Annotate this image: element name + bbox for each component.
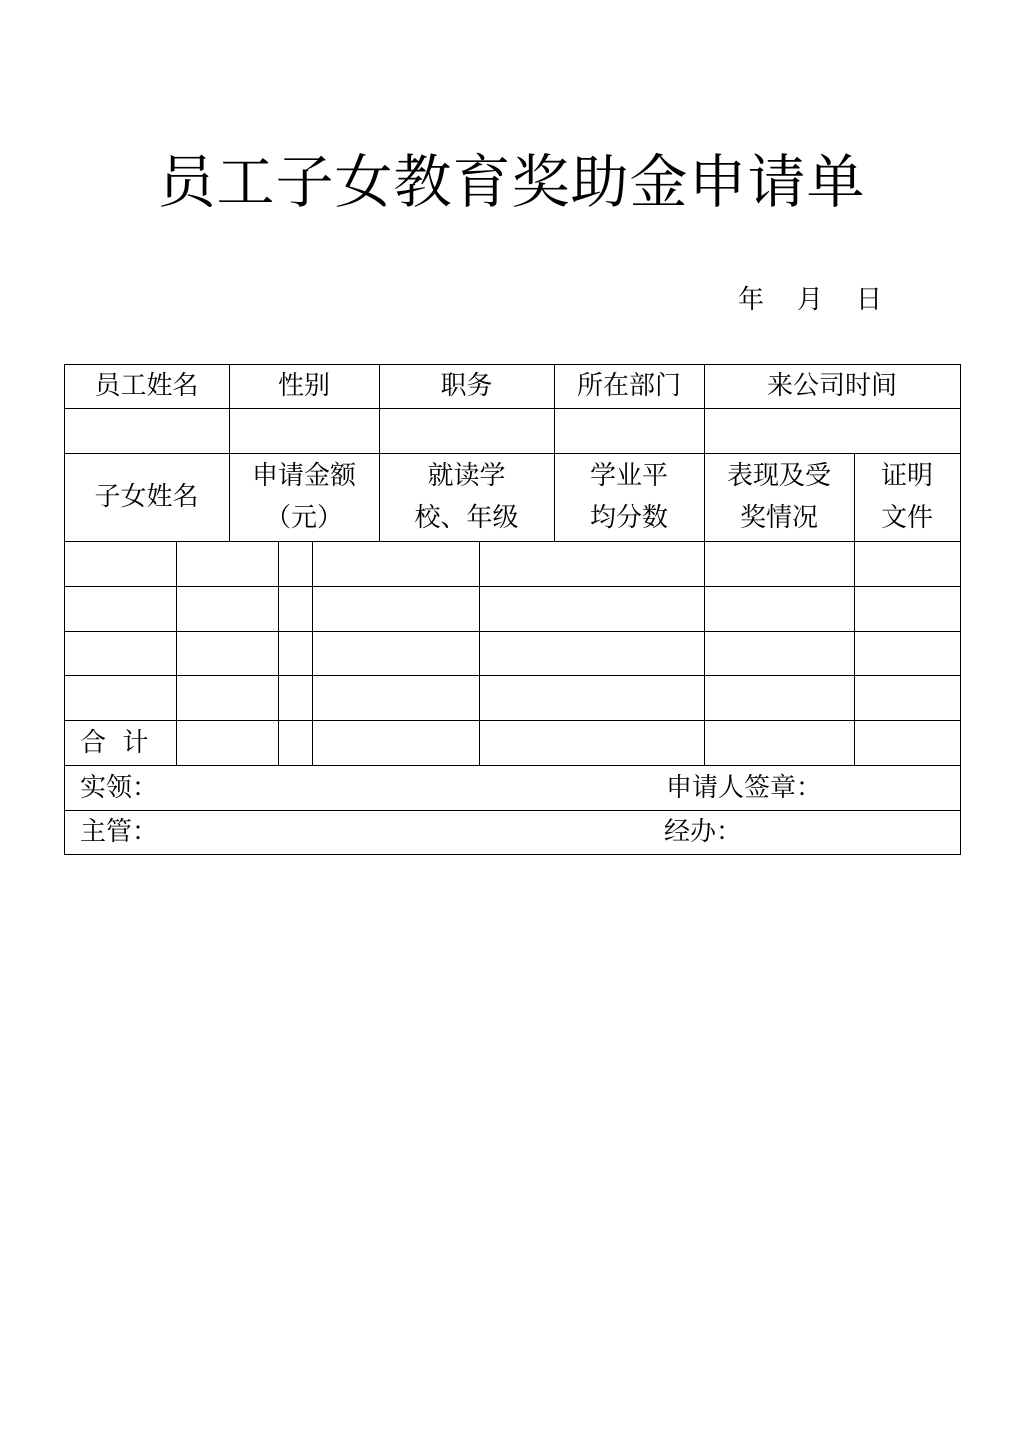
header-amount-line2: （元）: [264, 503, 343, 533]
total-label: 合 计: [80, 727, 149, 758]
header-average-score: [554, 453, 704, 541]
col-line: [176, 541, 177, 765]
header-awards-line2: 奖情况: [739, 503, 818, 533]
header-amount: [229, 453, 379, 541]
header-department: 所在部门: [576, 371, 681, 401]
date-month-label: 月: [797, 285, 824, 315]
date-day-label: 日: [856, 285, 883, 315]
header-school-line2: 校、年级: [414, 503, 519, 533]
header-child-name: [64, 453, 229, 541]
header-performance-awards: [704, 453, 854, 541]
department-cell[interactable]: [554, 408, 704, 453]
date-year-label: 年: [738, 285, 765, 315]
row-line: [64, 675, 961, 676]
page-title: 员工子女教育奖助金申请单: [157, 148, 866, 216]
row-line: [64, 586, 961, 587]
join-date-cell[interactable]: [704, 408, 960, 453]
header-employee-name: 员工姓名: [94, 371, 199, 401]
header-proof-line1: 证明: [880, 461, 933, 491]
header-proof-documents: [854, 453, 960, 541]
header-proof-line2: 文件: [880, 503, 933, 533]
col-line: [704, 541, 705, 765]
header-position: 职务: [440, 371, 493, 401]
border-bottom: [64, 854, 961, 855]
header-join-date: 来公司时间: [766, 371, 897, 401]
header-awards-line1: 表现及受: [726, 461, 831, 491]
position-cell[interactable]: [379, 408, 554, 453]
col-line: [854, 541, 855, 765]
col-line: [479, 541, 480, 765]
received-label: 实领：: [80, 772, 159, 803]
header-score-line1: 学业平: [589, 461, 668, 491]
row-line: [64, 720, 961, 721]
header-amount-line1: 申请金额: [251, 461, 356, 491]
col-line: [278, 541, 279, 765]
header-score-line2: 均分数: [589, 503, 668, 533]
gender-cell[interactable]: [229, 408, 379, 453]
handler-label: 经办：: [664, 817, 743, 847]
supervisor-label: 主管：: [80, 817, 159, 847]
row-line: [64, 541, 961, 542]
employee-name-cell[interactable]: [64, 408, 229, 453]
application-form: [64, 364, 960, 854]
col-line: [312, 541, 313, 765]
border-right: [960, 364, 961, 855]
header-school-grade: [379, 453, 554, 541]
header-gender: 性别: [277, 371, 330, 401]
header-school-line1: 就读学: [427, 461, 506, 491]
applicant-signature-label: 申请人签章：: [666, 772, 823, 803]
row-line: [64, 631, 961, 632]
header-child-name-text: 子女姓名: [94, 482, 199, 512]
